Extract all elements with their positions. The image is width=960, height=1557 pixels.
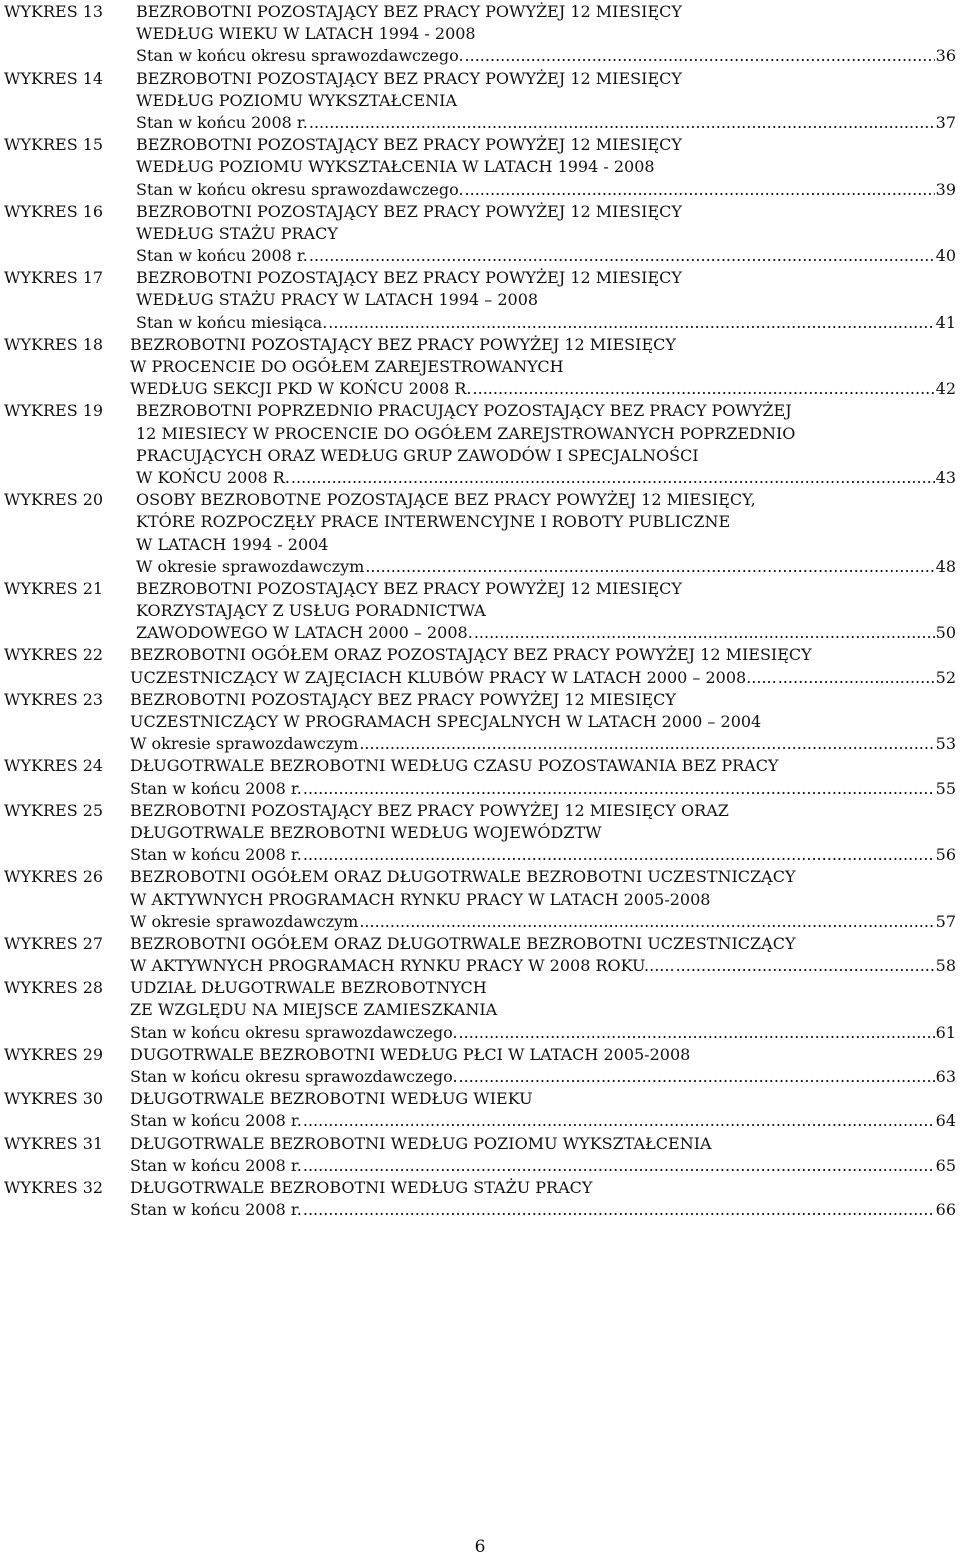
- toc-entry[interactable]: [4, 866, 956, 933]
- entry-label: WYKRES 26: [4, 867, 104, 887]
- entry-label: WYKRES 14: [4, 68, 104, 88]
- entry-title-line: DŁUGOTRWALE BEZROBOTNI WEDŁUG POZIOMU WYKSZTAŁCENIA: [130, 1133, 712, 1153]
- entry-title-line: BEZROBOTNI POZOSTAJĄCY BEZ PRACY POWYŻEJ 12 MIESIĘCY: [136, 135, 682, 155]
- toc-entry[interactable]: [4, 1177, 956, 1221]
- entry-title-line: BEZROBOTNI POZOSTAJĄCY BEZ PRACY POWYŻEJ 12 MIESIĘCY: [136, 201, 682, 221]
- entry-title-line: W LATACH 1994 - 2004: [136, 534, 329, 554]
- entry-page-number: 48: [935, 556, 956, 576]
- dot-leader: [473, 378, 935, 400]
- dot-leader: [309, 112, 935, 134]
- entry-title-line: BEZROBOTNI POZOSTAJĄCY BEZ PRACY POWYŻEJ 12 MIESIĘCY: [136, 268, 682, 288]
- entry-label: WYKRES 30: [4, 1089, 104, 1109]
- entry-title-line: WEDŁUG SEKCJI PKD W KOŃCU 2008 R.: [130, 379, 472, 399]
- entry-page-number: 58: [935, 956, 956, 976]
- entry-page-number: 66: [935, 1200, 956, 1220]
- entry-title-line: KTÓRE ROZPOCZĘŁY PRACE INTERWENCYJNE I ROBOTY PUBLICZNE: [136, 512, 731, 532]
- entry-title-line: Stan w końcu 2008 r.: [136, 246, 308, 266]
- entry-title-line: Stan w końcu 2008 r.: [130, 1111, 302, 1131]
- entry-title-line: Stan w końcu 2008 r.: [130, 845, 302, 865]
- entry-title-line: OSOBY BEZROBOTNE POZOSTAJĄCE BEZ PRACY POWYŻEJ 12 MIESIĘCY,: [136, 490, 756, 510]
- entry-page-number: 61: [935, 1022, 956, 1042]
- entry-label: WYKRES 17: [4, 268, 104, 288]
- toc-entry[interactable]: [4, 134, 956, 201]
- entry-label: WYKRES 21: [4, 578, 104, 598]
- entry-title-line: BEZROBOTNI POZOSTAJĄCY BEZ PRACY POWYŻEJ 12 MIESIĘCY ORAZ: [130, 800, 729, 820]
- entry-title-line: DUGOTRWALE BEZROBOTNI WEDŁUG PŁCI W LATACH 2005-2008: [130, 1044, 691, 1064]
- dot-leader: [465, 179, 935, 201]
- entry-title-line: W okresie sprawozdawczym: [136, 556, 365, 576]
- dot-leader: [459, 1022, 935, 1044]
- entry-page-number: 57: [935, 911, 956, 931]
- entry-title-line: W KOŃCU 2008 R.: [136, 467, 290, 487]
- toc-entry[interactable]: [4, 489, 956, 578]
- dot-leader: [328, 312, 934, 334]
- toc-entry[interactable]: [4, 1088, 956, 1132]
- toc-entry[interactable]: [4, 933, 956, 977]
- entry-page-number: 50: [935, 623, 956, 643]
- entry-title-line: Stan w końcu okresu sprawozdawczego.: [136, 46, 464, 66]
- entry-title-line: 12 MIESIECY W PROCENCIE DO OGÓŁEM ZAREJSTROWANYCH POPRZEDNIO: [136, 423, 796, 443]
- entry-page-number: 64: [935, 1111, 956, 1131]
- toc-entry[interactable]: [4, 1044, 956, 1088]
- entry-label: WYKRES 27: [4, 933, 104, 953]
- entry-page-number: 63: [935, 1067, 956, 1086]
- entry-title-line: BEZROBOTNI POZOSTAJĄCY BEZ PRACY POWYŻEJ 12 MIESIĘCY: [136, 2, 682, 21]
- dot-leader: [303, 844, 935, 866]
- page-number: 6: [474, 1537, 486, 1557]
- entry-label: WYKRES 19: [4, 401, 104, 421]
- entry-page-number: 55: [935, 778, 956, 798]
- entry-page-number: 65: [935, 1155, 956, 1175]
- toc-entry[interactable]: [4, 755, 956, 799]
- entry-page-number: 37: [935, 112, 956, 132]
- entry-title-line: Stan w końcu 2008 r.: [130, 778, 302, 798]
- toc-entry[interactable]: [4, 201, 956, 268]
- table-of-contents: [4, 1, 956, 1221]
- entry-label: WYKRES 22: [4, 645, 104, 665]
- entry-title-line: W okresie sprawozdawczym: [130, 734, 359, 754]
- toc-entry[interactable]: [4, 267, 956, 334]
- entry-page-number: 40: [935, 246, 956, 266]
- toc-entry[interactable]: [4, 334, 956, 401]
- entry-page-number: 53: [935, 734, 956, 754]
- entry-label: WYKRES 29: [4, 1044, 104, 1064]
- entry-label: WYKRES 23: [4, 689, 104, 709]
- entry-title-line: Stan w końcu okresu sprawozdawczego.: [130, 1022, 458, 1042]
- entry-title-line: BEZROBOTNI POZOSTAJĄCY BEZ PRACY POWYŻEJ 12 MIESIĘCY: [130, 334, 676, 354]
- dot-leader: [465, 45, 935, 67]
- entry-title-line: WEDŁUG WIEKU W LATACH 1994 - 2008: [136, 24, 476, 44]
- toc-entry[interactable]: [4, 400, 956, 489]
- dot-leader: [303, 1199, 935, 1221]
- entry-title-line: W AKTYWNYCH PROGRAMACH RYNKU PRACY W 2008 ROKU......: [130, 956, 675, 976]
- entry-page-number: 52: [935, 667, 956, 687]
- entry-title-line: WEDŁUG POZIOMU WYKSZTAŁCENIA W LATACH 1994 - 2008: [136, 157, 655, 177]
- entry-label: WYKRES 18: [4, 334, 104, 354]
- entry-title-line: UCZESTNICZĄCY W ZAJĘCIACH KLUBÓW PRACY W LATACH 2000 – 2008......: [130, 667, 777, 687]
- dot-leader: [309, 245, 935, 267]
- dot-leader: [303, 1155, 935, 1177]
- dot-leader: [291, 467, 935, 489]
- entry-title-line: Stan w końcu okresu sprawozdawczego.: [136, 179, 464, 199]
- entry-title-line: BEZROBOTNI POZOSTAJĄCY BEZ PRACY POWYŻEJ 12 MIESIĘCY: [136, 578, 682, 598]
- entry-title-line: Stan w końcu miesiąca.: [136, 312, 328, 332]
- entry-label: WYKRES 28: [4, 978, 104, 998]
- entry-title-line: W PROCENCIE DO OGÓŁEM ZAREJESTROWANYCH: [130, 357, 564, 376]
- entry-label: WYKRES 16: [4, 201, 104, 221]
- entry-title-line: Stan w końcu 2008 r.: [130, 1200, 302, 1220]
- entry-label: WYKRES 13: [4, 2, 104, 21]
- entry-title-line: DŁUGOTRWALE BEZROBOTNI WEDŁUG STAŻU PRACY: [130, 1177, 593, 1197]
- entry-label: WYKRES 20: [4, 490, 104, 510]
- entry-title-line: ZAWODOWEGO W LATACH 2000 – 2008.: [136, 623, 473, 643]
- entry-title-line: DŁUGOTRWALE BEZROBOTNI WEDŁUG WOJEWÓDZTW: [130, 822, 602, 842]
- entry-title-line: DŁUGOTRWALE BEZROBOTNI WEDŁUG CZASU POZOSTAWANIA BEZ PRACY: [130, 756, 779, 776]
- entry-label: WYKRES 32: [4, 1177, 104, 1197]
- entry-title-line: W okresie sprawozdawczym: [130, 911, 359, 931]
- entry-label: WYKRES 25: [4, 800, 104, 820]
- entry-title-line: Stan w końcu 2008 r.: [130, 1155, 302, 1175]
- dot-leader: [359, 911, 934, 933]
- toc-entry[interactable]: [4, 977, 956, 1044]
- entry-title-line: ZE WZGLĘDU NA MIEJSCE ZAMIESZKANIA: [130, 1000, 498, 1020]
- entry-title-line: KORZYSTAJĄCY Z USŁUG PORADNICTWA: [136, 601, 486, 621]
- toc-entry[interactable]: [4, 800, 956, 867]
- entry-title-line: WEDŁUG STAŻU PRACY: [136, 223, 338, 243]
- entry-label: WYKRES 24: [4, 756, 104, 776]
- dot-leader: [303, 778, 935, 800]
- entry-title-line: W AKTYWNYCH PROGRAMACH RYNKU PRACY W LATACH 2005-2008: [130, 889, 711, 909]
- entry-title-line: BEZROBOTNI POPRZEDNIO PRACUJĄCY POZOSTAJĄCY BEZ PRACY POWYŻEJ: [136, 401, 792, 421]
- dot-leader: [676, 955, 935, 977]
- entry-title-line: UCZESTNICZĄCY W PROGRAMACH SPECJALNYCH W LATACH 2000 – 2004: [130, 712, 762, 731]
- toc-entry[interactable]: [4, 644, 956, 688]
- entry-title-line: Stan w końcu 2008 r.: [136, 112, 308, 132]
- toc-entry[interactable]: [4, 1, 956, 68]
- entry-title-line: PRACUJĄCYCH ORAZ WEDŁUG GRUP ZAWODÓW I SPECJALNOŚCI: [136, 445, 699, 465]
- entry-title-line: BEZROBOTNI POZOSTAJĄCY BEZ PRACY POWYŻEJ 12 MIESIĘCY: [130, 689, 676, 709]
- dot-leader: [365, 556, 934, 578]
- entry-title-line: BEZROBOTNI OGÓŁEM ORAZ POZOSTAJĄCY BEZ PRACY POWYŻEJ 12 MIESIĘCY: [130, 645, 812, 665]
- entry-title-line: WEDŁUG POZIOMU WYKSZTAŁCENIA: [136, 90, 458, 110]
- entry-title-line: UDZIAŁ DŁUGOTRWALE BEZROBOTNYCH: [130, 978, 487, 998]
- entry-page-number: 39: [935, 179, 956, 199]
- dot-leader: [474, 622, 935, 644]
- dot-leader: [459, 1066, 935, 1088]
- entry-page-number: 42: [935, 379, 956, 399]
- entry-page-number: 41: [935, 312, 956, 332]
- entry-title-line: DŁUGOTRWALE BEZROBOTNI WEDŁUG WIEKU: [130, 1089, 533, 1109]
- entry-title-line: WEDŁUG STAŻU PRACY W LATACH 1994 – 2008: [136, 290, 539, 310]
- toc-entry[interactable]: [4, 689, 956, 756]
- entry-label: WYKRES 31: [4, 1133, 104, 1153]
- toc-entry[interactable]: [4, 68, 956, 135]
- toc-entry[interactable]: [4, 1133, 956, 1177]
- entry-title-line: BEZROBOTNI POZOSTAJĄCY BEZ PRACY POWYŻEJ 12 MIESIĘCY: [136, 68, 682, 88]
- entry-title-line: Stan w końcu okresu sprawozdawczego.: [130, 1067, 458, 1086]
- dot-leader: [778, 667, 935, 689]
- dot-leader: [303, 1110, 935, 1132]
- entry-page-number: 43: [935, 467, 956, 487]
- toc-entry[interactable]: [4, 578, 956, 645]
- entry-page-number: 56: [935, 845, 956, 865]
- entry-label: WYKRES 15: [4, 135, 104, 155]
- entry-title-line: BEZROBOTNI OGÓŁEM ORAZ DŁUGOTRWALE BEZROBOTNI UCZESTNICZĄCY: [130, 867, 796, 887]
- entry-title-line: BEZROBOTNI OGÓŁEM ORAZ DŁUGOTRWALE BEZROBOTNI UCZESTNICZĄCY: [130, 933, 796, 953]
- entry-page-number: 36: [935, 46, 956, 66]
- dot-leader: [359, 733, 934, 755]
